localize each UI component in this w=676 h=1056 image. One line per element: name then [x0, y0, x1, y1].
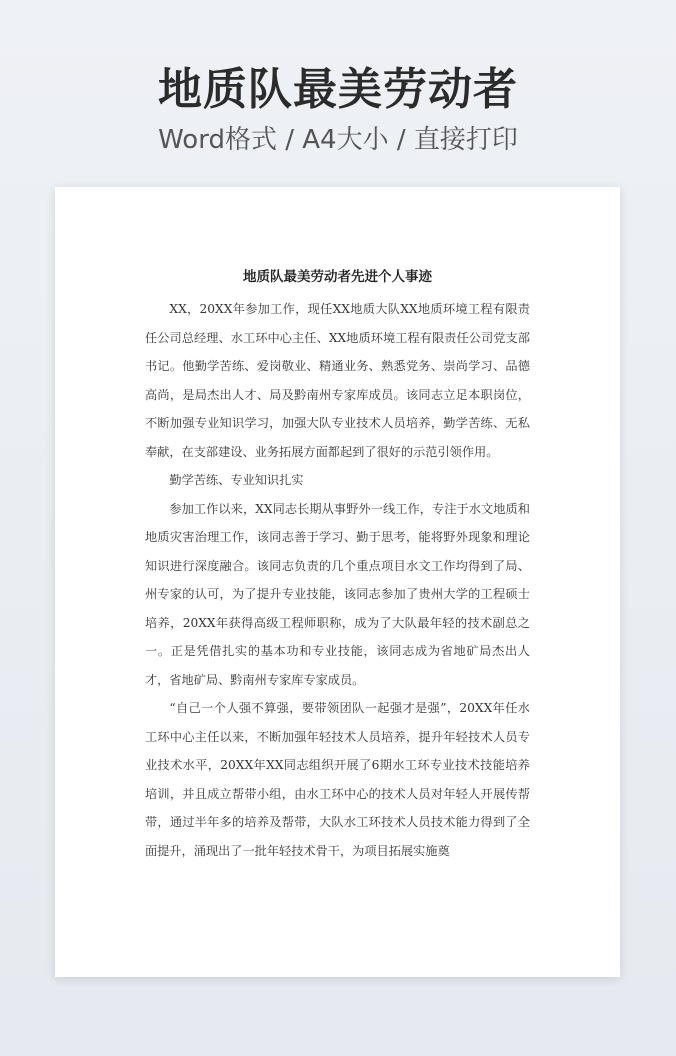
paragraph-team: “自己一个人强不算强，要带领团队一起强才是强”，20XX年任水工环中心主任以来，不断加强年轻技术人员培养，提升年轻技术人员专业技术水平，20XX年XX同志组织开展了6期水工环专业技术技能培养培训，并且成立帮带小组，由水工环中心的技术人员对年轻人开展传帮带，通过半年多的培养及帮带，大队水工环技术人员技术能力得到了全面提升，涌现出了一批年轻技术骨干，为项目拓展实施奠 [145, 701, 530, 858]
document-page [55, 187, 620, 977]
banner [0, 60, 676, 158]
banner-subtitle: Word格式 / A4大小 / 直接打印 [158, 125, 518, 155]
document-title: 地质队最美劳动者先进个人事迹 [243, 269, 432, 285]
banner-title: 地质队最美劳动者 [158, 64, 518, 115]
paragraph-work: 参加工作以来，XX同志长期从事野外一线工作，专注于水文地质和地质灾害治理工作，该同志善于学习、勤于思考，能将野外现象和理论知识进行深度融合。该同志负责的几个重点项目水文工作均得到了局、州专家的认可，为了提升专业技能，该同志参加了贵州大学的工程硕士培养，20XX年获得高级工程师职称，成为了大队最年轻的技术副总之一。正是凭借扎实的基本功和专业技能，该同志成为省地矿局杰出人才，省地矿局、黔南州专家库专家成员。 [145, 501, 530, 687]
document-body [145, 267, 530, 865]
section-heading: 勤学苦练、专业知识扎实 [169, 473, 304, 487]
paragraph-intro: XX，20XX年参加工作，现任XX地质大队XX地质环境工程有限责任公司总经理、水工环中心主任、XX地质环境工程有限责任公司党支部书记。他勤学苦练、爱岗敬业、精通业务、熟悉党务、崇尚学习、品德高尚，是局杰出人才、局及黔南州专家库成员。该同志立足本职岗位，不断加强专业知识学习，加强大队专业技术人员培养，勤学苦练、无私奉献，在支部建设、业务拓展方面都起到了很好的示范引领作用。 [145, 302, 530, 459]
